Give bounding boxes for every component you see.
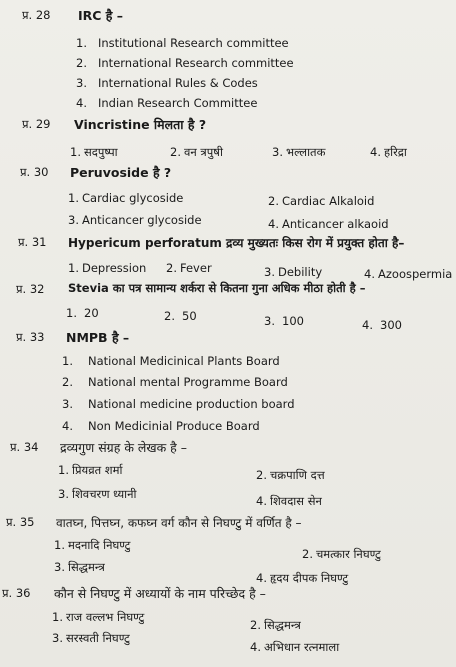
option-text: International Rules & Codes [98,76,258,90]
option-number: 3. [76,76,87,90]
option-text: राज वल्लभ निघण्टु [66,610,145,624]
option-text: Anticancer glycoside [82,213,202,227]
option-3 [272,145,325,160]
option-number: 3. [272,145,283,159]
option-number: 1. [70,145,81,159]
option-2 [76,56,294,70]
option-text: शिवचरण ध्यानी [72,487,137,501]
option-1 [62,354,280,368]
option-text: Non Medicinial Produce Board [88,419,260,433]
option-2 [166,261,212,275]
question-text: Stevia का पत्र सामान्य शर्करा से कितना गुना अधिक मीठा होती है – [68,281,366,295]
option-text: भल्लातक [286,145,326,159]
question-number: प्र. 31 [18,235,47,249]
option-4 [364,267,452,281]
option-number: 2. [76,56,87,70]
option-1 [68,191,183,205]
option-3 [68,213,202,227]
question-number: प्र. 35 [6,515,35,529]
option-2 [302,547,381,562]
option-number: 1. [76,36,87,50]
option-1 [70,145,118,160]
option-1 [52,610,144,625]
option-number: 3. [52,631,63,645]
option-number: 1. [62,354,73,368]
option-number: 4. [62,419,73,433]
option-2 [170,145,223,160]
option-4 [256,571,348,586]
option-number: 2. [164,309,175,323]
option-3 [52,631,130,646]
option-text: Debility [278,265,323,279]
question-number: प्र. 30 [20,165,49,179]
option-1 [58,463,122,478]
option-text: वन त्रपुषी [184,145,223,159]
option-text: National Medicinical Plants Board [88,354,280,368]
option-number: 1. [58,463,69,477]
option-number: 1. [66,306,77,320]
option-text: 300 [380,318,402,332]
option-text: सिद्धमन्त्र [264,618,301,632]
option-4 [250,640,339,655]
option-text: Institutional Research committee [98,36,289,50]
question-text: वातघ्न, पित्तघ्न, कफघ्न वर्ग कौन से निघण्टु में वर्णित है – [56,516,302,530]
option-4 [268,217,389,231]
option-text: सरस्वती निघण्टु [66,631,130,645]
option-text: 20 [84,306,99,320]
option-4 [370,145,407,160]
option-3 [76,76,258,90]
option-2 [250,618,301,633]
option-3 [62,397,295,411]
question-number: प्र. 29 [22,117,51,131]
option-text: प्रियव्रत शर्मा [72,463,123,477]
option-number: 3. [264,314,275,328]
option-number: 4. [364,267,375,281]
option-number: 1. [52,610,63,624]
option-text: Fever [180,261,212,275]
option-3 [264,265,322,279]
option-1 [54,538,130,553]
option-number: 2. [250,618,261,632]
option-text: शिवदास सेन [270,494,322,508]
option-number: 1. [68,261,79,275]
option-2 [256,468,325,483]
option-text: हरिद्रा [384,145,407,159]
question-text: NMPB है – [66,330,130,345]
option-3 [264,314,304,328]
option-number: 2. [166,261,177,275]
question-text: Vincristine मिलता है ? [74,117,207,132]
option-4 [76,96,257,110]
option-text: National mental Programme Board [88,375,288,389]
question-number: प्र. 32 [16,282,45,296]
option-number: 3. [58,487,69,501]
question-text: Hypericum perforatum द्रव्य मुख्यतः किस रोग में प्रयुक्त होता है– [68,236,405,250]
option-text: हृदय दीपक निघण्टु [270,571,349,585]
option-number: 2. [268,194,279,208]
option-number: 2. [170,145,181,159]
option-number: 3. [54,560,65,574]
option-text: Anticancer alkaoid [282,217,389,231]
option-4 [62,419,260,433]
option-number: 3. [264,265,275,279]
question-text: Peruvoside है ? [70,165,172,180]
question-text: द्रव्यगुण संग्रह के लेखक है – [60,440,188,455]
option-text: National medicine production board [88,397,295,411]
option-4 [256,494,322,509]
option-2 [62,375,288,389]
option-text: Cardiac Alkaloid [282,194,375,208]
option-text: Depression [82,261,147,275]
option-text: Azoospermia [378,267,453,281]
question-number: प्र. 36 [2,586,31,600]
option-3 [58,487,137,502]
option-number: 4. [370,145,381,159]
option-number: 2. [62,375,73,389]
option-1 [68,261,146,275]
option-text: International Research committee [98,56,294,70]
option-number: 3. [62,397,73,411]
option-number: 4. [256,571,267,585]
option-text: चक्रपाणि दत्त [270,468,325,482]
option-number: 1. [68,191,79,205]
option-2 [164,309,197,323]
question-number: प्र. 34 [10,440,39,454]
option-text: सदपुष्पा [84,145,118,159]
question-number: प्र. 28 [22,8,51,22]
question-text: कौन से निघण्टु में अध्यायों के नाम परिच्छेद है – [54,586,266,601]
option-number: 4. [250,640,261,654]
option-number: 2. [302,547,313,561]
option-number: 3. [68,213,79,227]
option-text: Cardiac glycoside [82,191,184,205]
option-4 [362,318,402,332]
option-text: 50 [182,309,197,323]
option-number: 4. [76,96,87,110]
option-text: सिद्धमन्त्र [68,560,105,574]
option-1 [76,36,289,50]
option-3 [54,560,105,575]
option-2 [268,194,374,208]
question-number: प्र. 33 [16,330,45,344]
option-1 [66,306,99,320]
option-number: 4. [268,217,279,231]
option-number: 1. [54,538,65,552]
option-text: मदनादि निघण्टु [68,538,131,552]
option-text: 100 [282,314,304,328]
option-text: Indian Research Committee [98,96,258,110]
option-text: चमत्कार निघण्टु [316,547,381,561]
option-text: अभिधान रत्नमाला [264,640,340,654]
option-number: 2. [256,468,267,482]
option-number: 4. [362,318,373,332]
question-text: IRC है – [78,8,124,23]
option-number: 4. [256,494,267,508]
